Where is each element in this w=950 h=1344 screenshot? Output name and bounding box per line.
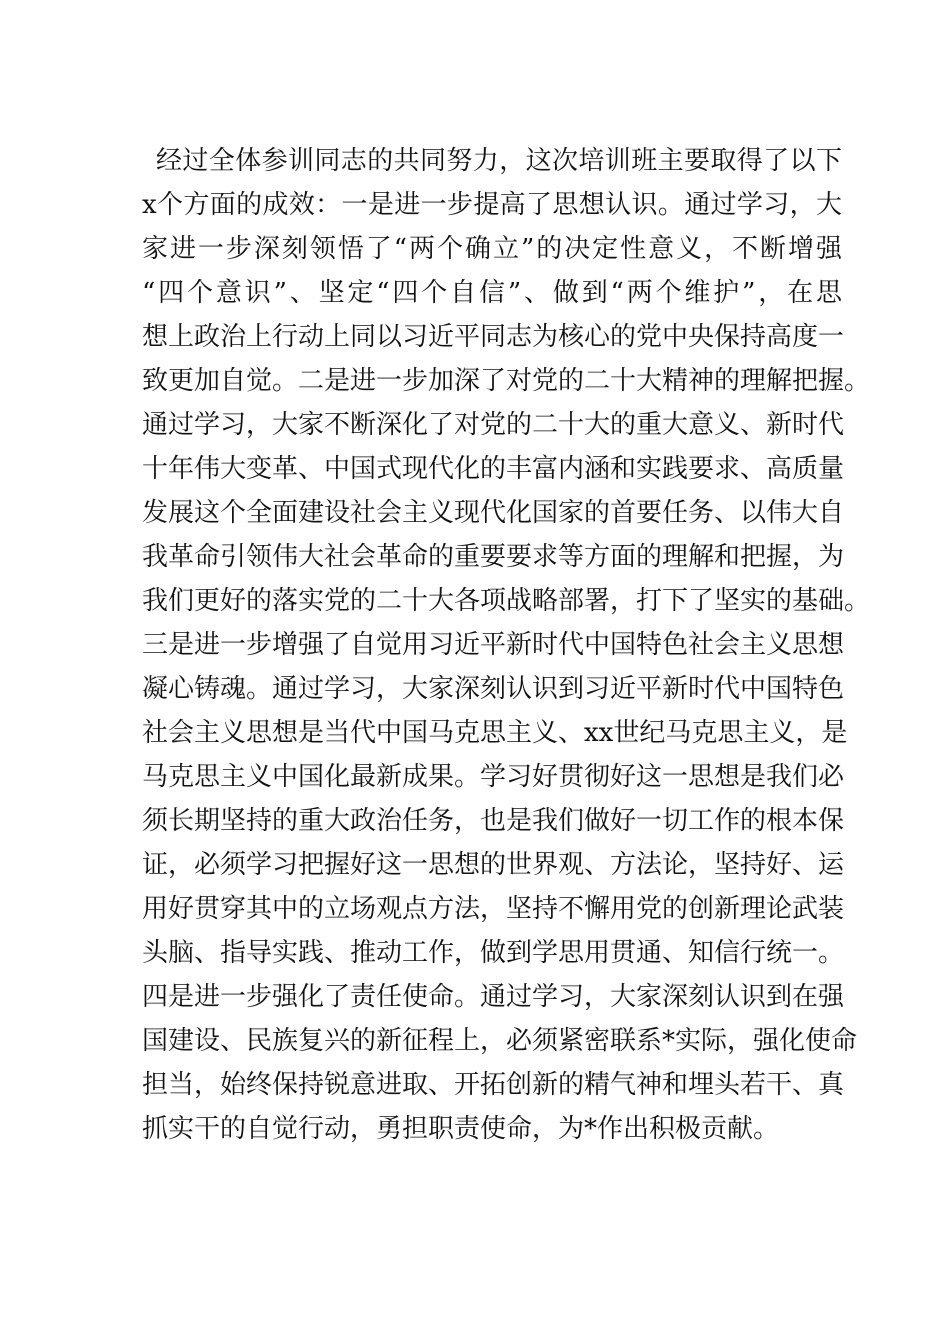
paragraph-line: 担当，始终保持锐意进取、开拓创新的精气神和埋头若干、真 [142, 1070, 845, 1100]
paragraph-line: 证，必须学习把握好这一思想的世界观、方法论，坚持好、运 [142, 850, 845, 880]
paragraph-line: 须长期坚持的重大政治任务，也是我们做好一切工作的根本保 [142, 806, 845, 836]
paragraph-line: 三是进一步增强了自觉用习近平新时代中国特色社会主义思想 [142, 630, 845, 660]
paragraph-line: x个方面的成效：一是进一步提高了思想认识。通过学习，大 [142, 190, 842, 220]
paragraph-line: 十年伟大变革、中国式现代化的丰富内涵和实践要求、高质量 [142, 454, 845, 484]
body-paragraph [142, 139, 871, 1151]
paragraph-line: 社会主义思想是当代中国马克思主义、xx世纪马克思主义，是 [142, 718, 848, 748]
paragraph-line: 通过学习，大家不断深化了对党的二十大的重大意义、新时代 [142, 410, 845, 440]
paragraph-line: 家进一步深刻领悟了“两个确立”的决定性意义，不断增强 [142, 234, 842, 264]
paragraph-line: 马克思主义中国化最新成果。学习好贯彻好这一思想是我们必 [142, 762, 845, 792]
paragraph-line: 想上政治上行动上同以习近平同志为核心的党中央保持高度一 [142, 322, 845, 352]
paragraph-line: 致更加自觉。二是进一步加深了对党的二十大精神的理解把握。 [142, 366, 871, 396]
paragraph-line: 头脑、指导实践、推动工作，做到学思用贯通、知信行统一。 [142, 938, 845, 968]
paragraph-line: “四个意识”、坚定“四个自信”、做到“两个维护”，在思 [142, 278, 842, 308]
paragraph-line: 发展这个全面建设社会主义现代化国家的首要任务、以伟大自 [142, 498, 845, 528]
paragraph-line: 四是进一步强化了责任使命。通过学习，大家深刻认识到在强 [142, 982, 845, 1012]
paragraph-line: 用好贯穿其中的立场观点方法，坚持不懈用党的创新理论武装 [142, 894, 845, 924]
paragraph-line: 经过全体参训同志的共同努力，这次培训班主要取得了以下 [156, 146, 842, 176]
paragraph-line: 凝心铸魂。通过学习，大家深刻认识到习近平新时代中国特色 [142, 674, 845, 704]
paragraph-line: 我革命引领伟大社会革命的重要要求等方面的理解和把握，为 [142, 542, 845, 572]
paragraph-line: 国建设、民族复兴的新征程上，必须紧密联系*实际，强化使命 [142, 1026, 858, 1056]
paragraph-line: 我们更好的落实党的二十大各项战略部署，打下了坚实的基础。 [142, 586, 871, 616]
paragraph-line: 抓实干的自觉行动，勇担职责使命，为*作出积极贡献。 [142, 1114, 780, 1144]
